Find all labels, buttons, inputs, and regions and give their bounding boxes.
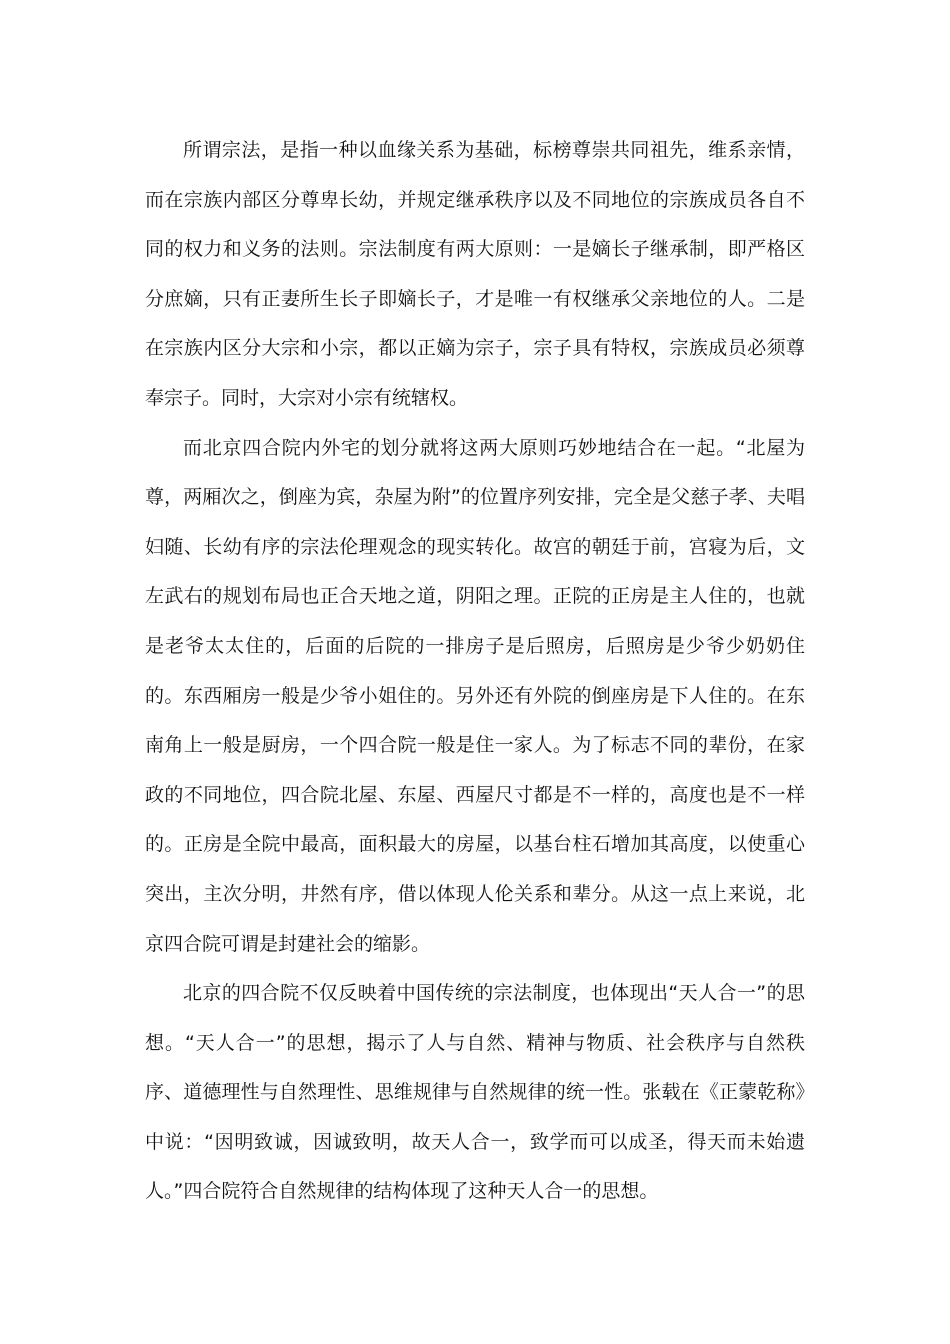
paragraph-zongfa: 所谓宗法，是指一种以血缘关系为基础，标榜尊崇共同祖先，维系亲情，而在宗族内部区分尊卑长幼，并规定继承秩序以及不同地位的宗族成员各自不同的权力和义务的法则。宗法制度有两大原则：一是嫡长子继承制，即严格区分庶嫡，只有正妻所生长子即嫡长子，才是唯一有权继承父亲地位的人。二是在宗族内区分大宗和小宗，都以正嫡为宗子，宗子具有特权，宗族成员必须尊奉宗子。同时，大宗对小宗有统辖权。: [145, 139, 805, 409]
paragraph-siheyuan-layout: 而北京四合院内外宅的划分就将这两大原则巧妙地结合在一起。“北屋为尊，两厢次之，倒座为宾，杂屋为附”的位置序列安排，完全是父慈子孝、夫唱妇随、长幼有序的宗法伦理观念的现实转化。故宫的朝廷于前，宫寝为后，文左武右的规划布局也正合天地之道，阴阳之理。正院的正房是主人住的，也就是老爷太太住的，后面的后院的一排房子是后照房，后照房是少爷少奶奶住的。东西厢房一般是少爷小姐住的。另外还有外院的倒座房是下人住的。在东南角上一般是厨房，一个四合院一般是住一家人。为了标志不同的辈份，在家政的不同地位，四合院北屋、东屋、西屋尺寸都是不一样的，高度也是不一样的。正房是全院中最高，面积最大的房屋，以基台柱石增加其高度，以使重心突出，主次分明，井然有序，借以体现人伦关系和辈分。从这一点上来说，北京四合院可谓是封建社会的缩影。: [145, 436, 805, 955]
paragraph-tianren-heyi: 北京的四合院不仅反映着中国传统的宗法制度，也体现出“天人合一”的思想。“天人合一”的思想，揭示了人与自然、精神与物质、社会秩序与自然秩序、道德理性与自然理性、思维规律与自然规律的统一性。张载在《正蒙乾称》中说：“因明致诚，因诚致明，故天人合一，致学而可以成圣，得天而未始遗人。”四合院符合自然规律的结构体现了这种天人合一的思想。: [145, 982, 805, 1203]
body-text: [145, 126, 805, 1217]
